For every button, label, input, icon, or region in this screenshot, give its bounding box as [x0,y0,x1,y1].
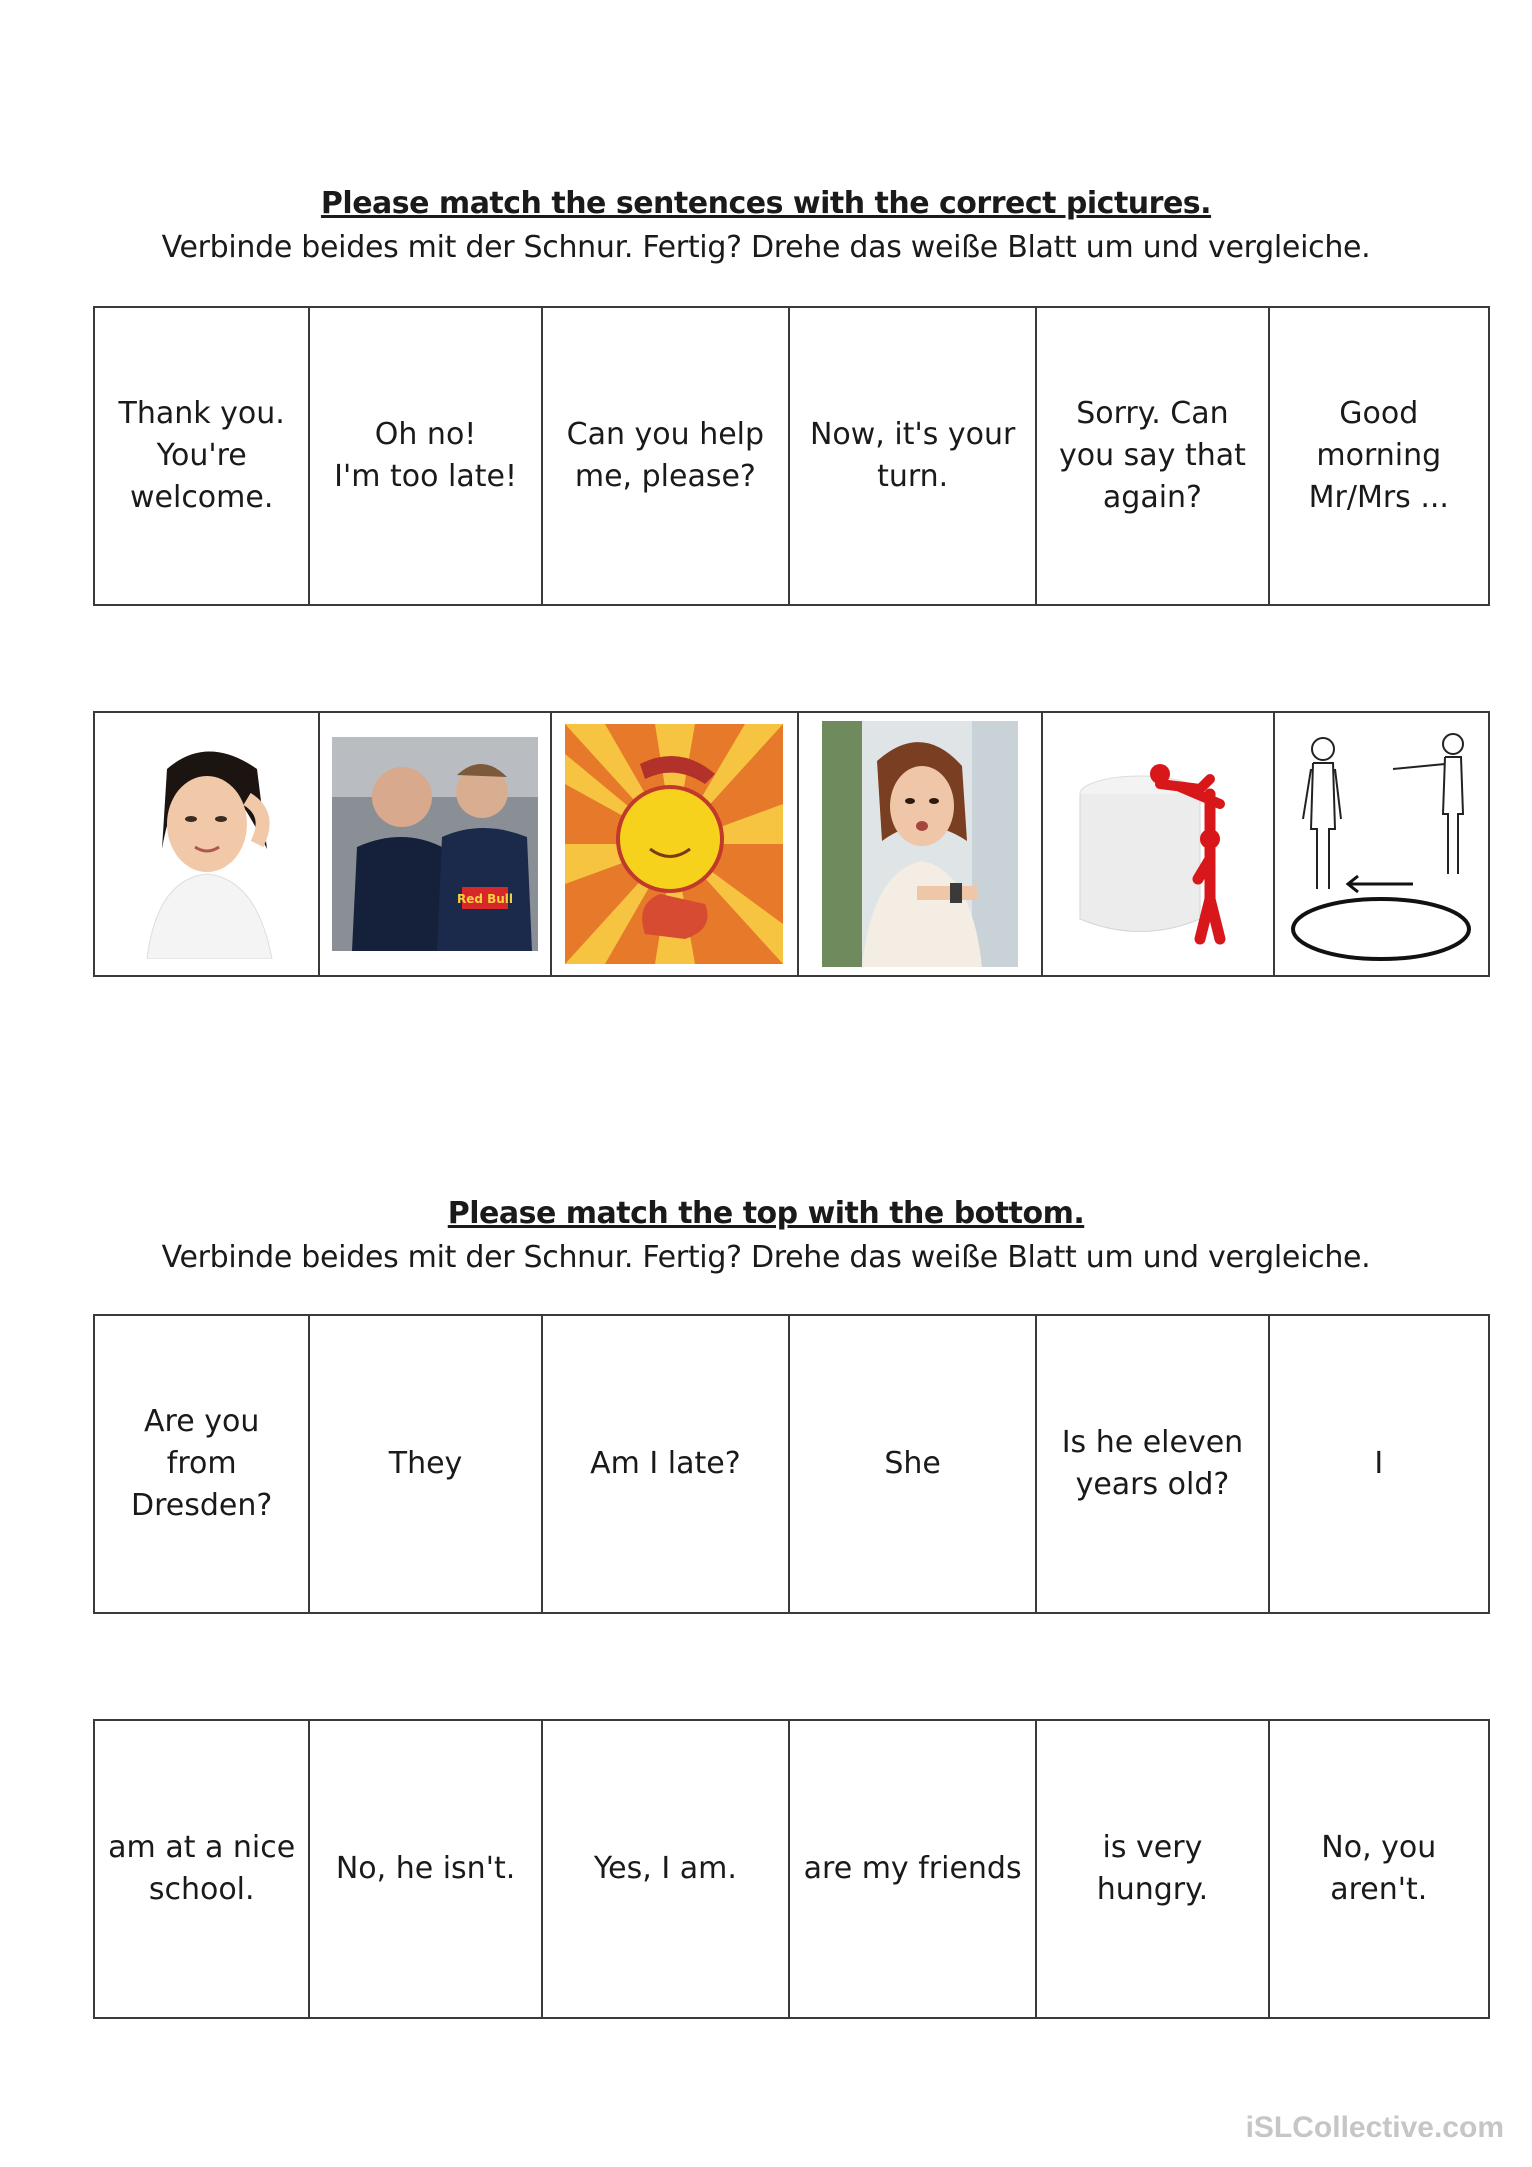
bottom-phrase-card: am at a nice school. [95,1721,310,2017]
woman-looking-at-watch-photo [822,721,1018,967]
sentence-card: Sorry. Can you say that again? [1037,308,1269,604]
top-phrase-card: They [310,1316,542,1612]
sentence-card: Now, it's your turn. [790,308,1037,604]
stick-figures-turn-diagram [1283,719,1479,969]
top-phrase-card: Am I late? [543,1316,790,1612]
cartoon-sun-hat-image [565,724,783,964]
top-phrases-table [93,1314,1490,1614]
picture-card [799,713,1043,975]
bottom-phrase-card: is very hungry. [1037,1721,1269,2017]
picture-card [552,713,799,975]
section1-heading: Please match the sentences with the correct pictures. [320,186,1212,221]
sentence-card: Oh no! I'm too late! [310,308,542,604]
picture-card [1043,713,1274,975]
section2-instruction: Verbinde beides mit der Schnur. Fertig? Drehe das weiße Blatt um und vergleiche. [161,1240,1371,1275]
picture-card [1275,713,1488,975]
sentence-card: Can you help me, please? [543,308,790,604]
bottom-phrase-card: Yes, I am. [543,1721,790,2017]
woman-listening-photo [107,729,307,959]
section2-heading: Please match the top with the bottom. [447,1196,1085,1231]
top-phrase-card: She [790,1316,1037,1612]
bottom-phrase-card: No, you aren't. [1321,1830,1437,1907]
top-phrase-card: I [1374,1446,1384,1481]
pictures-table [93,711,1490,977]
bottom-phrase-card: No, he isn't. [310,1721,542,2017]
top-phrase-card: Are you from Dresden? [95,1316,310,1612]
sentence-card: Thank you. You're welcome. [95,308,310,604]
red-figure-helping-climb-image [1060,729,1256,959]
sentences-table [93,306,1490,606]
top-phrase-card: Is he eleven years old? [1037,1316,1269,1612]
picture-card [95,713,320,975]
watermark: iSLCollective.com [1245,2111,1504,2144]
red-bull-logo-text: Red Bull [457,892,514,906]
section1-instruction: Verbinde beides mit der Schnur. Fertig? Drehe das weiße Blatt um und vergleiche. [161,230,1371,265]
bottom-phrase-card: are my friends [790,1721,1037,2017]
bottom-phrases-table [93,1719,1490,2019]
sentence-card: Good morning Mr/Mrs ... [1308,396,1449,515]
two-racing-drivers-photo [332,737,538,951]
picture-card [320,713,551,975]
